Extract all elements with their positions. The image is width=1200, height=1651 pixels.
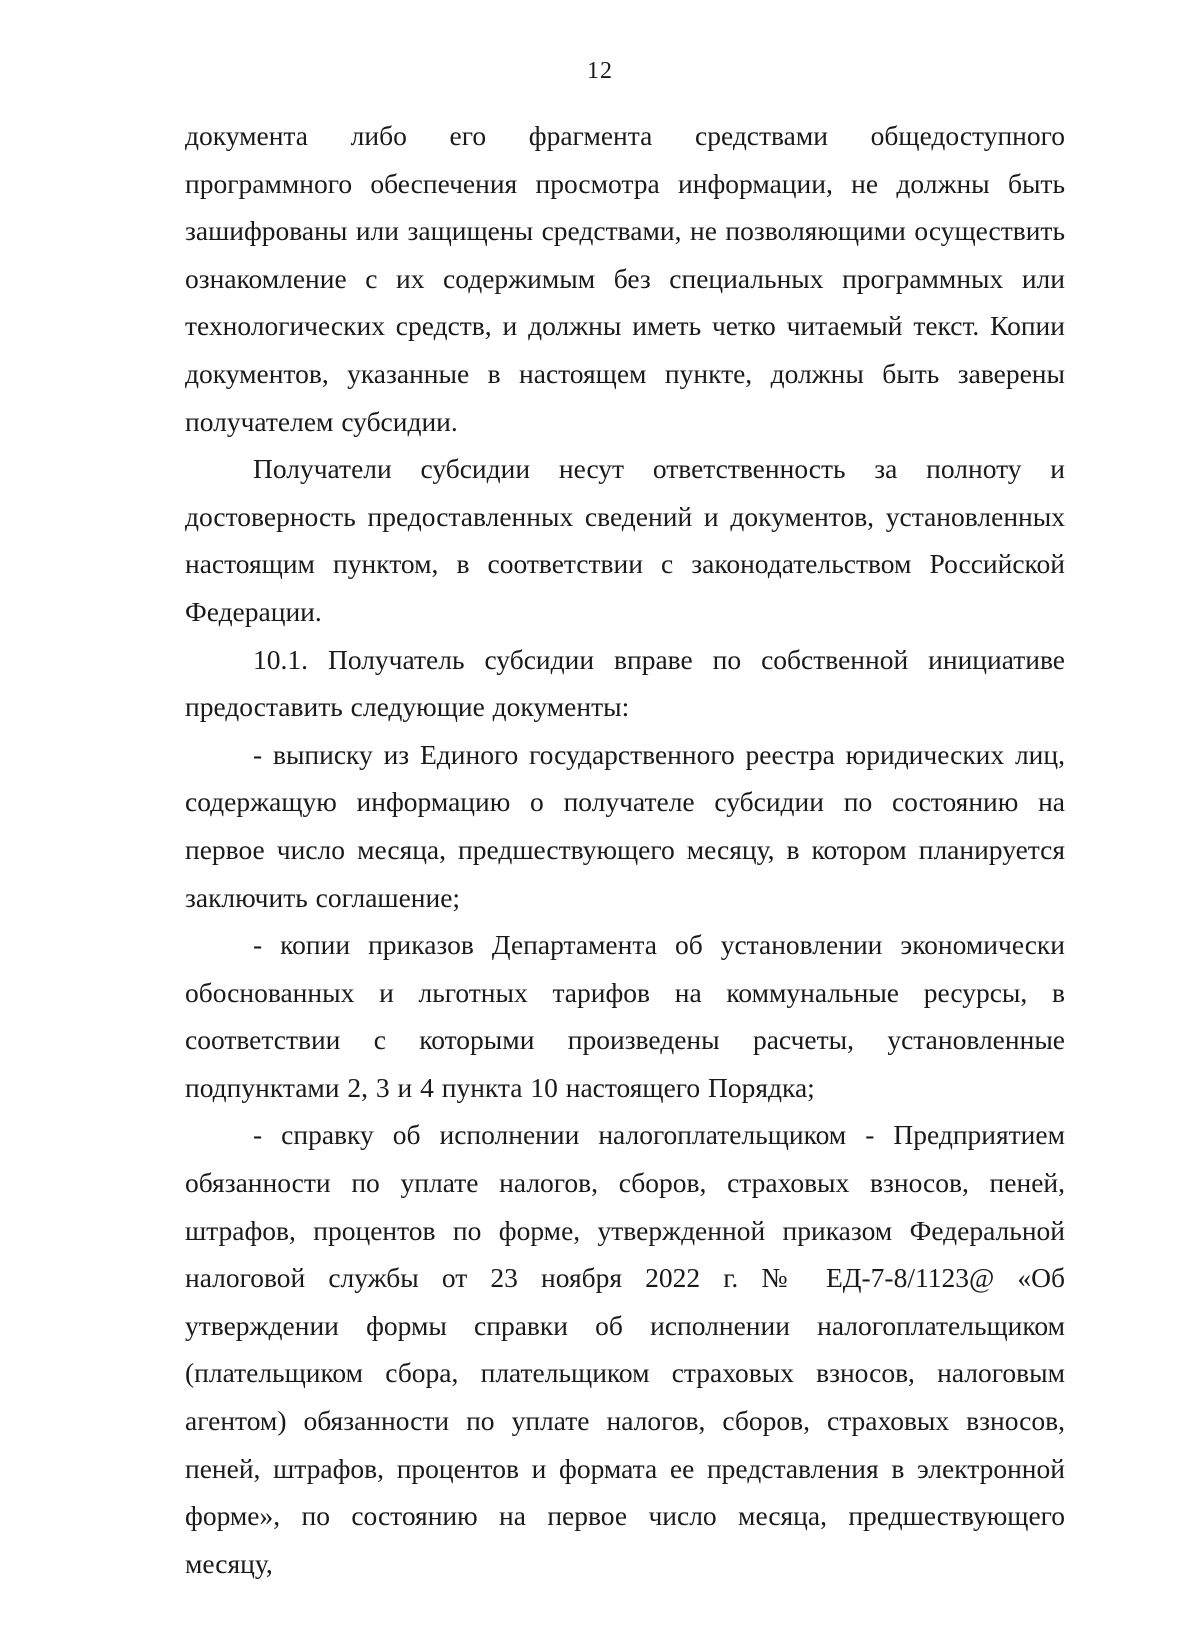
- list-item-egrul-extract: - выписку из Единого государственного реестра юридических лиц, содержащую информацию о получателе субсидии по состоянию на первое число месяца, предшествующего месяцу, в котором планируется заключить соглашение;: [185, 738, 1065, 913]
- page-number: 12: [587, 58, 613, 84]
- paragraph-10-1: 10.1. Получатель субсидии вправе по собственной инициативе предоставить следующие документы:: [185, 643, 1065, 723]
- paragraph-responsibility: Получатели субсидии несут ответственность за полноту и достоверность предоставленных сведений и документов, установленных настоящим пунктом, в соответствии с законодательством Российской Федерации.: [185, 453, 1065, 627]
- paragraph-continuation: документа либо его фрагмента средствами общедоступного программного обеспечения просмотра информации, не должны быть зашифрованы или защищены средствами, не позволяющими осуществить ознакомление с их содержимым без специальных программных или технологических средств, и должны иметь четко читаемый текст. Копии документов, указанные в настоящем пункте, должны быть заверены получателем субсидии.: [185, 120, 1065, 437]
- list-item-tax-certificate: - справку об исполнении налогоплательщиком - Предприятием обязанности по уплате налогов, сборов, страховых взносов, пеней, штрафов, процентов по форме, утвержденной приказом Федеральной налоговой службы от 23 ноября 2022 г. № ЕД-7-8/1123@ «Об утверждении формы справки об исполнении налогоплательщиком (плательщиком сбора, плательщиком страховых взносов, налоговым агентом) обязанности по уплате налогов, сборов, страховых взносов, пеней, штрафов, процентов и формата ее представления в электронной форме», по состоянию на первое число месяца, предшествующего месяцу,: [185, 1119, 1065, 1579]
- list-item-tariff-orders: - копии приказов Департамента об установлении экономически обоснованных и льготных тарифов на коммунальные ресурсы, в соответствии с которыми произведены расчеты, установленные подпунктами 2, 3 и 4 пункта 10 настоящего Порядка;: [185, 929, 1065, 1103]
- document-body: [185, 112, 1065, 1587]
